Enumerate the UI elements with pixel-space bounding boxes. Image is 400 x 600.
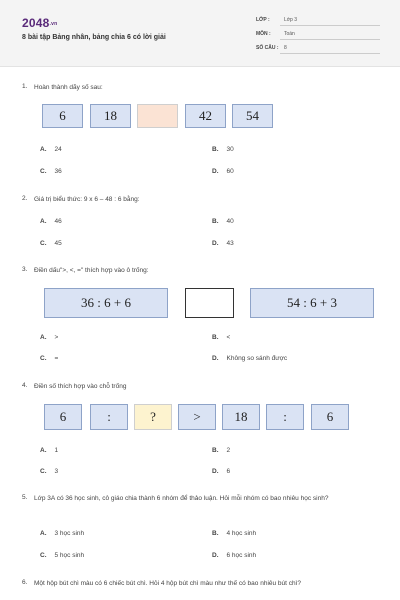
question-text: Lớp 3A có 36 học sinh, cô giáo chia thành 6 nhóm để thảo luận. Hỏi mỗi nhóm có bao nhiêu học sinh? xyxy=(34,495,329,502)
option-a[interactable]: A. > xyxy=(40,334,59,341)
meta-underline xyxy=(280,39,380,40)
expression-left-box: 36 : 6 + 6 xyxy=(44,288,168,318)
meta-value: 8 xyxy=(284,45,287,51)
sequence-blank-box[interactable] xyxy=(137,104,178,128)
sequence-box: 54 xyxy=(232,104,273,128)
option-b[interactable]: B. 30 xyxy=(212,146,234,153)
question-text: Điền dấu">, <, =" thích hợp vào ô trống: xyxy=(34,267,149,274)
question-number: 3. xyxy=(22,266,28,273)
option-a[interactable]: A. 24 xyxy=(40,146,62,153)
meta-value: Lớp 3 xyxy=(284,17,298,23)
option-c[interactable]: C. 36 xyxy=(40,168,62,175)
question-number: 1. xyxy=(22,83,28,90)
option-d[interactable]: D. 6 học sinh xyxy=(212,552,257,559)
option-d[interactable]: D. 43 xyxy=(212,240,234,247)
question-number: 6. xyxy=(22,579,28,586)
option-a[interactable]: A. 46 xyxy=(40,218,62,225)
meta-row-class xyxy=(256,17,380,29)
equation-box: 18 xyxy=(222,404,260,430)
option-c[interactable]: C. 5 học sinh xyxy=(40,552,85,559)
sequence-box: 18 xyxy=(90,104,131,128)
meta-row-count xyxy=(256,45,380,57)
meta-row-subject xyxy=(256,31,380,43)
question-text: Hoàn thành dãy số sau: xyxy=(34,84,103,91)
question-text: Giá trị biểu thức: 9 x 6 – 48 : 6 bằng: xyxy=(34,196,140,203)
option-a[interactable]: A. 3 học sinh xyxy=(40,530,85,537)
option-c[interactable]: C. 3 xyxy=(40,468,59,475)
equation-blank-box[interactable]: ? xyxy=(134,404,172,430)
meta-label: MÔN : xyxy=(256,31,271,37)
meta-value: Toán xyxy=(284,31,295,37)
question-number: 2. xyxy=(22,195,28,202)
comparison-blank-box[interactable] xyxy=(185,288,234,318)
meta-label: SỐ CÂU : xyxy=(256,45,279,51)
equation-operator-box: : xyxy=(266,404,304,430)
option-b[interactable]: B. 2 xyxy=(212,447,231,454)
meta-underline xyxy=(280,53,380,54)
question-number: 4. xyxy=(22,382,28,389)
option-c[interactable]: C. = xyxy=(40,355,59,362)
question-number: 5. xyxy=(22,494,28,501)
option-b[interactable]: B. 4 học sinh xyxy=(212,530,257,537)
option-b[interactable]: B. 40 xyxy=(212,218,234,225)
option-a[interactable]: A. 1 xyxy=(40,447,59,454)
option-d[interactable]: D. 60 xyxy=(212,168,234,175)
question-text: Điền số thích hợp vào chỗ trống xyxy=(34,383,127,390)
sequence-box: 6 xyxy=(42,104,83,128)
worksheet-title: 8 bài tập Bảng nhân, bảng chia 6 có lời giải xyxy=(22,34,166,41)
equation-operator-box: : xyxy=(90,404,128,430)
option-c[interactable]: C. 45 xyxy=(40,240,62,247)
meta-label: LỚP : xyxy=(256,17,270,23)
equation-operator-box: > xyxy=(178,404,216,430)
option-d[interactable]: D. 6 xyxy=(212,468,231,475)
option-b[interactable]: B. < xyxy=(212,334,231,341)
option-d[interactable]: D. Không so sánh được xyxy=(212,355,288,362)
meta-underline xyxy=(280,25,380,26)
equation-box: 6 xyxy=(44,404,82,430)
expression-right-box: 54 : 6 + 3 xyxy=(250,288,374,318)
sequence-box: 42 xyxy=(185,104,226,128)
site-logo[interactable]: 2048.vn xyxy=(22,16,58,30)
question-text: Một hộp bút chì màu có 6 chiếc bút chì. Hỏi 4 hộp bút chì màu như thế có bao nhiêu bút chì? xyxy=(34,580,302,587)
worksheet-header xyxy=(0,0,400,67)
equation-box: 6 xyxy=(311,404,349,430)
